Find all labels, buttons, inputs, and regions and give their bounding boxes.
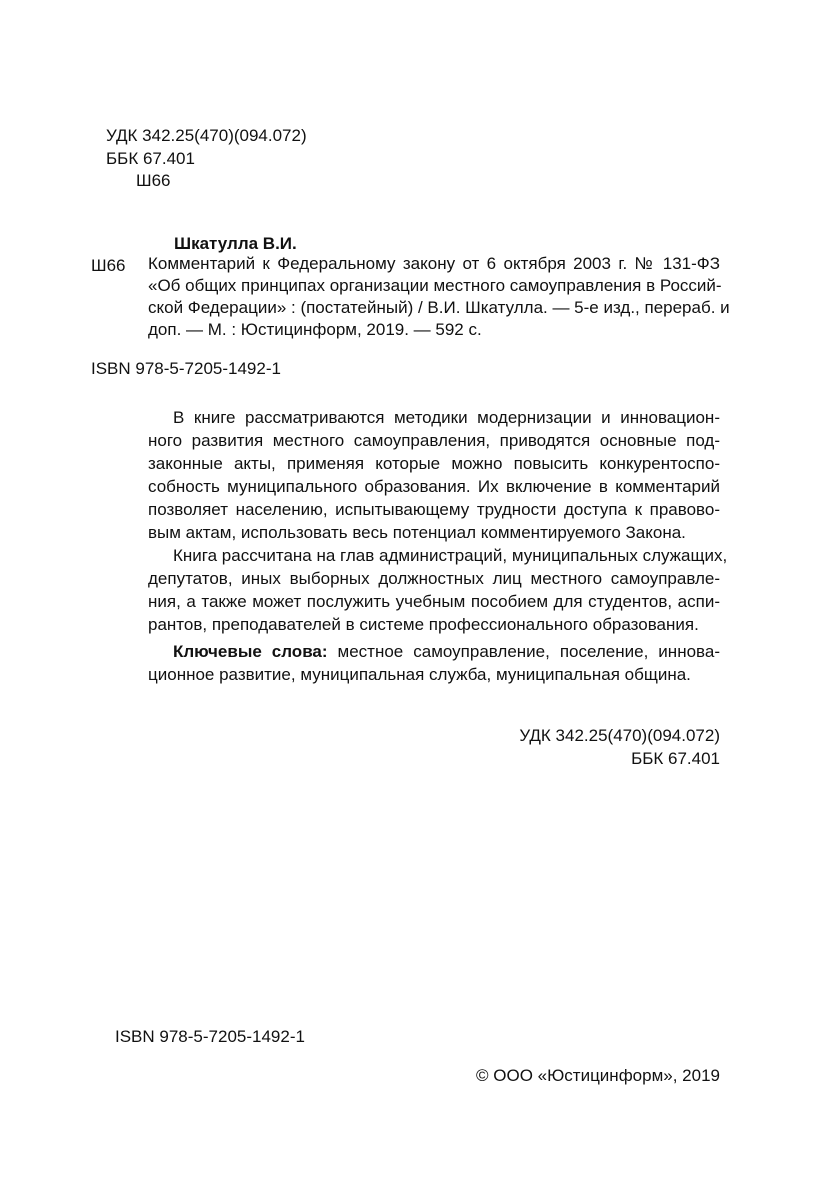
classification-bbk: ББК 67.401	[631, 749, 720, 768]
abstract-line: позволяет населению, испытывающему трудности доступа к правово-	[148, 500, 720, 519]
abstract-line: В книге рассматриваются методики модернизации и инновацион-	[173, 408, 720, 427]
abstract-line: вым актам, использовать весь потенциал комментируемого Закона.	[148, 523, 686, 542]
bibliography-line: «Об общих принципах организации местного самоуправления в Россий-	[148, 276, 722, 295]
author-name: Шкатулла В.И.	[174, 234, 297, 253]
abstract-line: депутатов, иных выборных должностных лиц местного самоуправле-	[148, 569, 720, 588]
classification-udk: УДК 342.25(470)(094.072)	[519, 726, 720, 745]
abstract-paragraph-2	[148, 544, 728, 636]
keywords-line	[148, 640, 720, 663]
abstract-line: законные акты, применяя которые можно повысить конкурентоспо-	[148, 454, 720, 473]
isbn: ISBN 978-5-7205-1492-1	[91, 359, 281, 378]
bibliography-line: доп. — М. : Юстицинформ, 2019. — 592 с.	[148, 320, 482, 339]
keywords-text: местное самоуправление, поселение, иннова-	[327, 642, 720, 661]
bibliography-line: Комментарий к Федеральному закону от 6 октября 2003 г. № 131-ФЗ	[148, 254, 720, 273]
keywords	[148, 640, 720, 686]
abstract-line: рантов, преподавателей в системе профессионального образования.	[148, 615, 699, 634]
copyright: © ООО «Юстицинформ», 2019	[476, 1066, 720, 1085]
keywords-line: ционное развитие, муниципальная служба, муниципальная община.	[148, 665, 691, 684]
footer-isbn: ISBN 978-5-7205-1492-1	[115, 1027, 305, 1046]
abstract-line: ного развития местного самоуправления, приводятся основные под-	[148, 431, 720, 450]
header-author-mark: Ш66	[136, 171, 171, 190]
bibliography-line: ской Федерации» : (постатейный) / В.И. Шкатулла. — 5-е изд., перераб. и	[148, 298, 730, 317]
abstract-paragraph-1	[148, 406, 720, 544]
abstract-line: Книга рассчитана на глав администраций, муниципальных служащих,	[173, 546, 728, 565]
bibliography-description	[148, 253, 730, 341]
bibliography-mark: Ш66	[91, 256, 126, 275]
abstract-line: собность муниципального образования. Их включение в комментарий	[148, 477, 720, 496]
header-udk: УДК 342.25(470)(094.072)	[106, 126, 307, 145]
keywords-label: Ключевые слова:	[173, 642, 328, 661]
header-bbk: ББК 67.401	[106, 149, 195, 168]
abstract-line: ния, а также может послужить учебным пособием для студентов, аспи-	[148, 592, 720, 611]
